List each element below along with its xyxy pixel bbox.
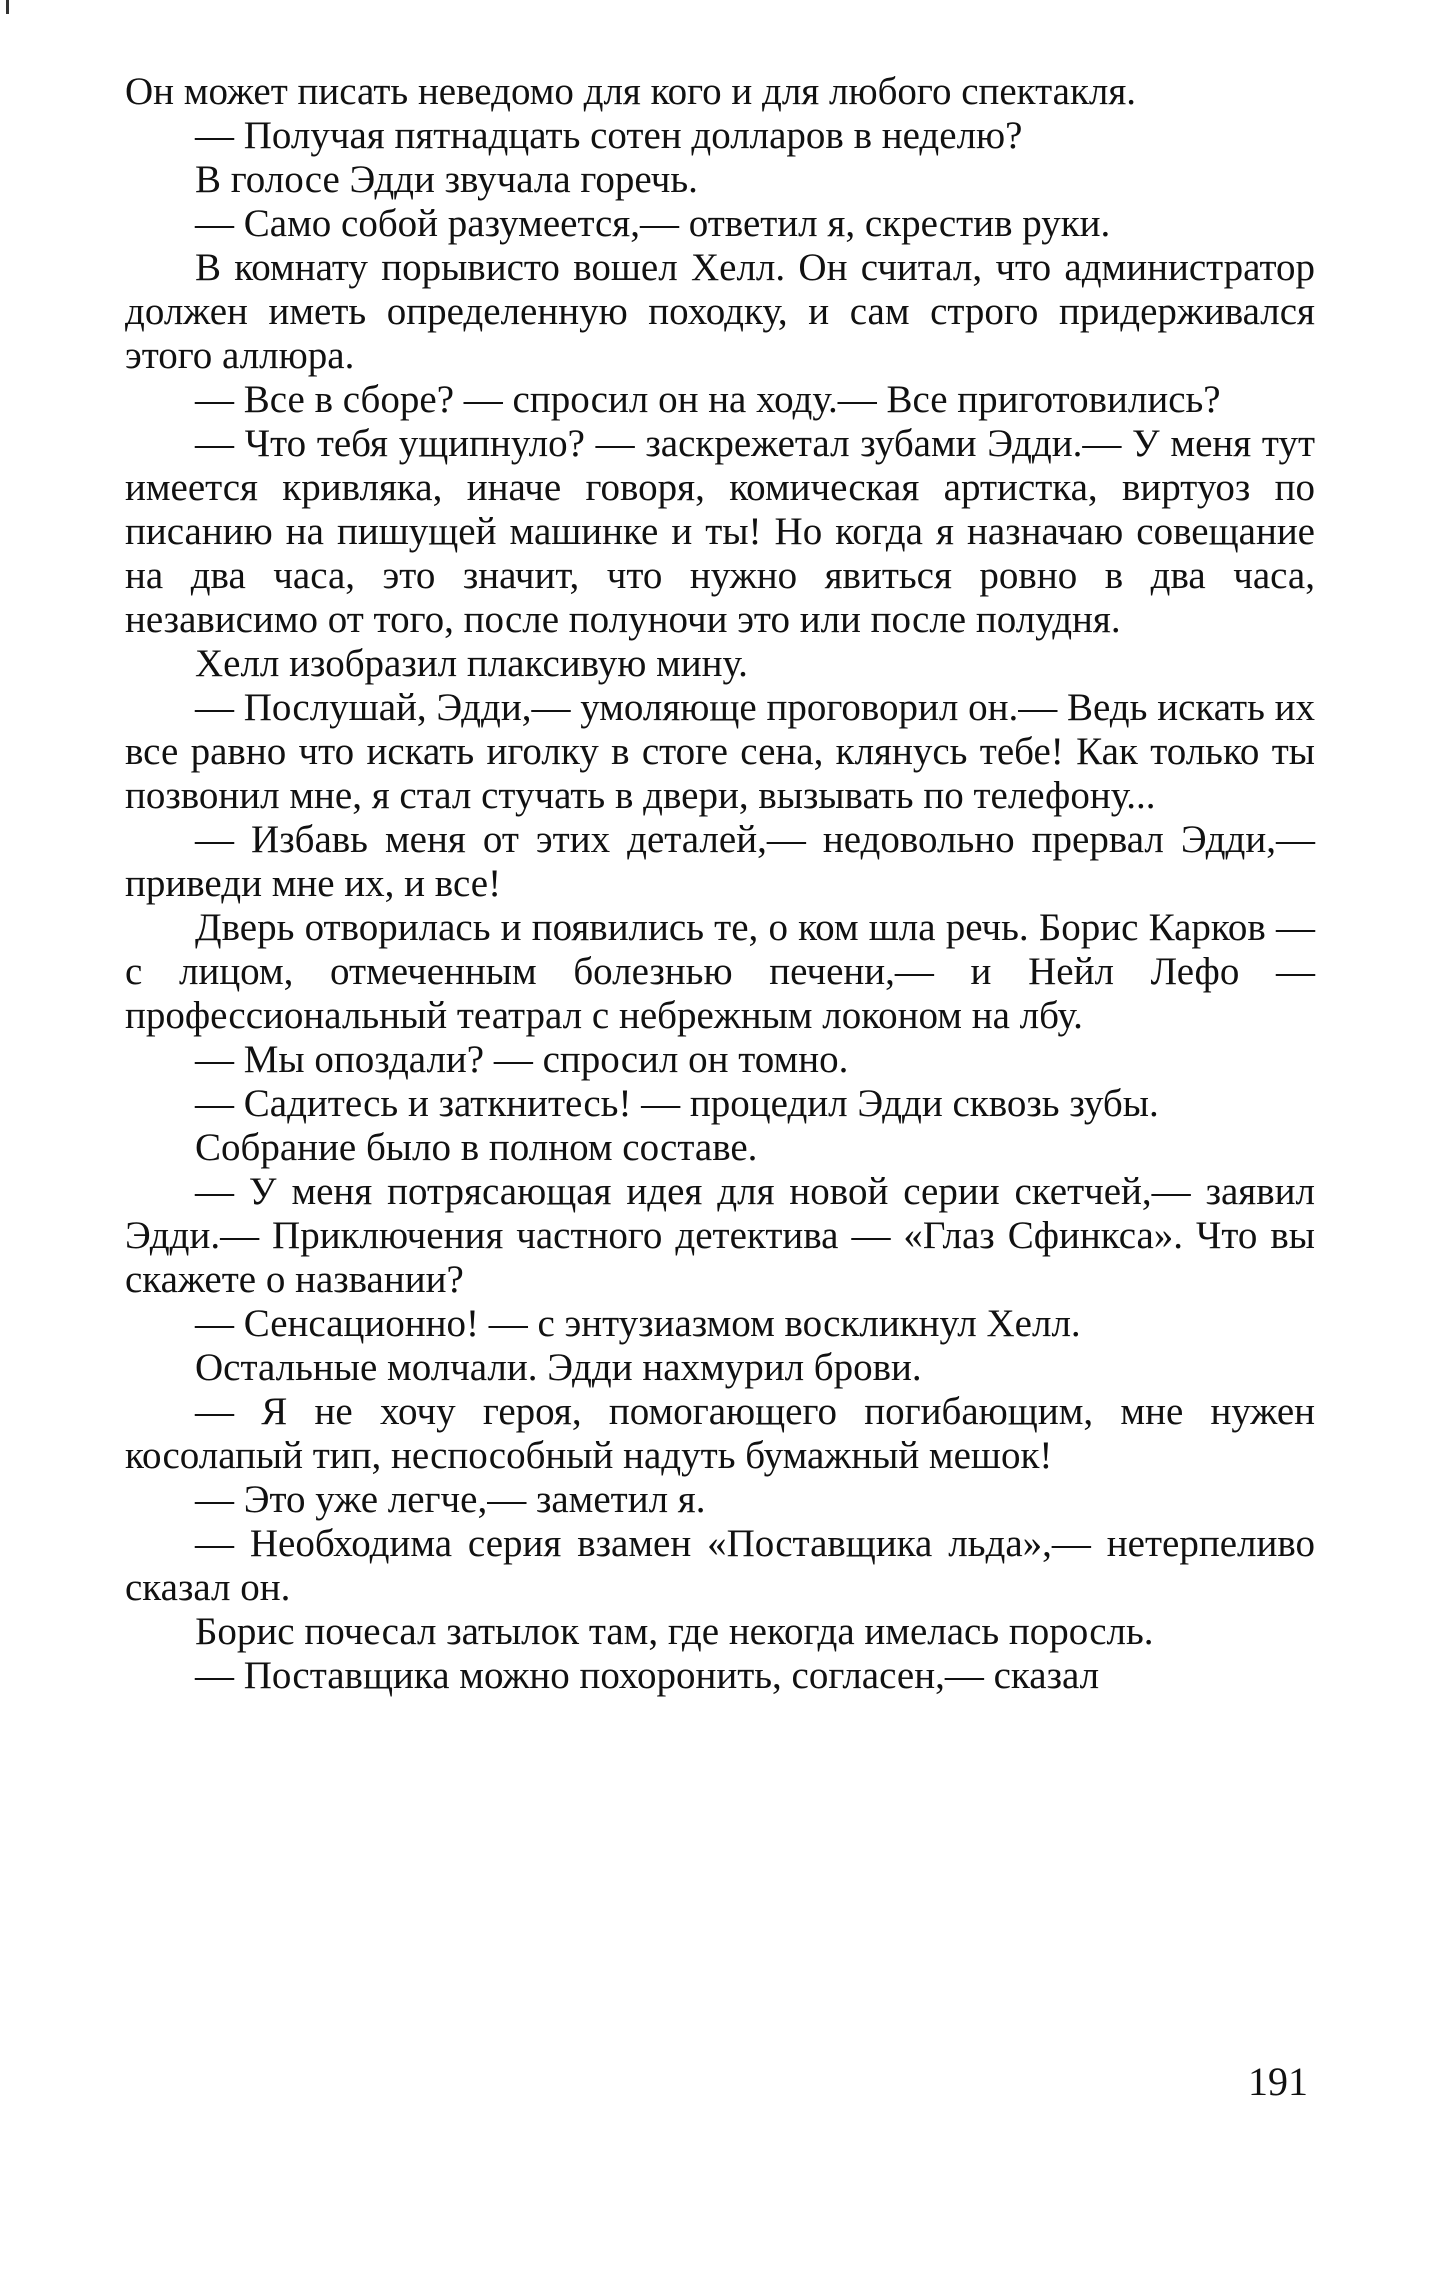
paragraph: — У меня потрясающая идея для новой серии скетчей,— заявил Эдди.— Приключения частного детектива — «Глаз Сфинкса». Что вы скажете о названии? (125, 1170, 1315, 1301)
paragraph: Он может писать неведомо для кого и для любого спектакля. (125, 70, 1137, 113)
paragraph: — Получая пятнадцать сотен долларов в неделю? (195, 114, 1023, 157)
paragraph: — Поставщика можно похоронить, согласен,— сказал (195, 1654, 1100, 1697)
paragraph: Борис почесал затылок там, где некогда имелась поросль. (195, 1610, 1154, 1653)
paragraph: Дверь отворилась и появились те, о ком шла речь. Борис Карков — с лицом, отмеченным болезнью печени,— и Нейл Лефо — профессиональный театрал с небрежным локоном на лбу. (125, 906, 1315, 1037)
paragraph: — Мы опоздали? — спросил он томно. (195, 1038, 849, 1081)
paragraph: — Избавь меня от этих деталей,— недовольно прервал Эдди,— приведи мне их, и все! (125, 818, 1315, 905)
paragraph: — Садитесь и заткнитесь! — процедил Эдди сквозь зубы. (195, 1082, 1159, 1125)
paragraph: Собрание было в полном составе. (195, 1126, 758, 1169)
paragraph: — Что тебя ущипнуло? — заскрежетал зубами Эдди.— У меня тут имеется кривляка, иначе говоря, комическая артистка, виртуоз по писанию на пишущей машинке и ты! Но когда я назначаю совещание на два часа, это значит, что нужно явиться ровно в два часа, независимо от того, после полуночи это или после полудня. (125, 422, 1315, 641)
paragraph: — Все в сборе? — спросил он на ходу.— Все приготовились? (195, 378, 1221, 421)
paragraph: Остальные молчали. Эдди нахмурил брови. (195, 1346, 922, 1389)
page-number: 191 (1248, 2059, 1308, 2104)
scan-mark (6, 0, 9, 14)
body-text (125, 70, 1315, 1698)
paragraph: — Само собой разумеется,— ответил я, скрестив руки. (195, 202, 1111, 245)
paragraph: — Это уже легче,— заметил я. (195, 1478, 706, 1521)
paragraph: — Я не хочу героя, помогающего погибающим, мне нужен косолапый тип, неспособный надуть бумажный мешок! (125, 1390, 1315, 1477)
paragraph: Хелл изобразил плаксивую мину. (195, 642, 748, 685)
paragraph: В голосе Эдди звучала горечь. (195, 158, 698, 201)
paragraph: — Послушай, Эдди,— умоляюще проговорил он.— Ведь искать их все равно что искать иголку в стоге сена, клянусь тебе! Как только ты позвонил мне, я стал стучать в двери, вызывать по телефону... (125, 686, 1315, 817)
paragraph: — Сенсационно! — с энтузиазмом воскликнул Хелл. (195, 1302, 1081, 1345)
paragraph: — Необходима серия взамен «Поставщика льда»,— нетерпеливо сказал он. (125, 1522, 1315, 1609)
paragraph: В комнату порывисто вошел Хелл. Он считал, что администратор должен иметь определенную походку, и сам строго придерживался этого аллюра. (125, 246, 1315, 377)
